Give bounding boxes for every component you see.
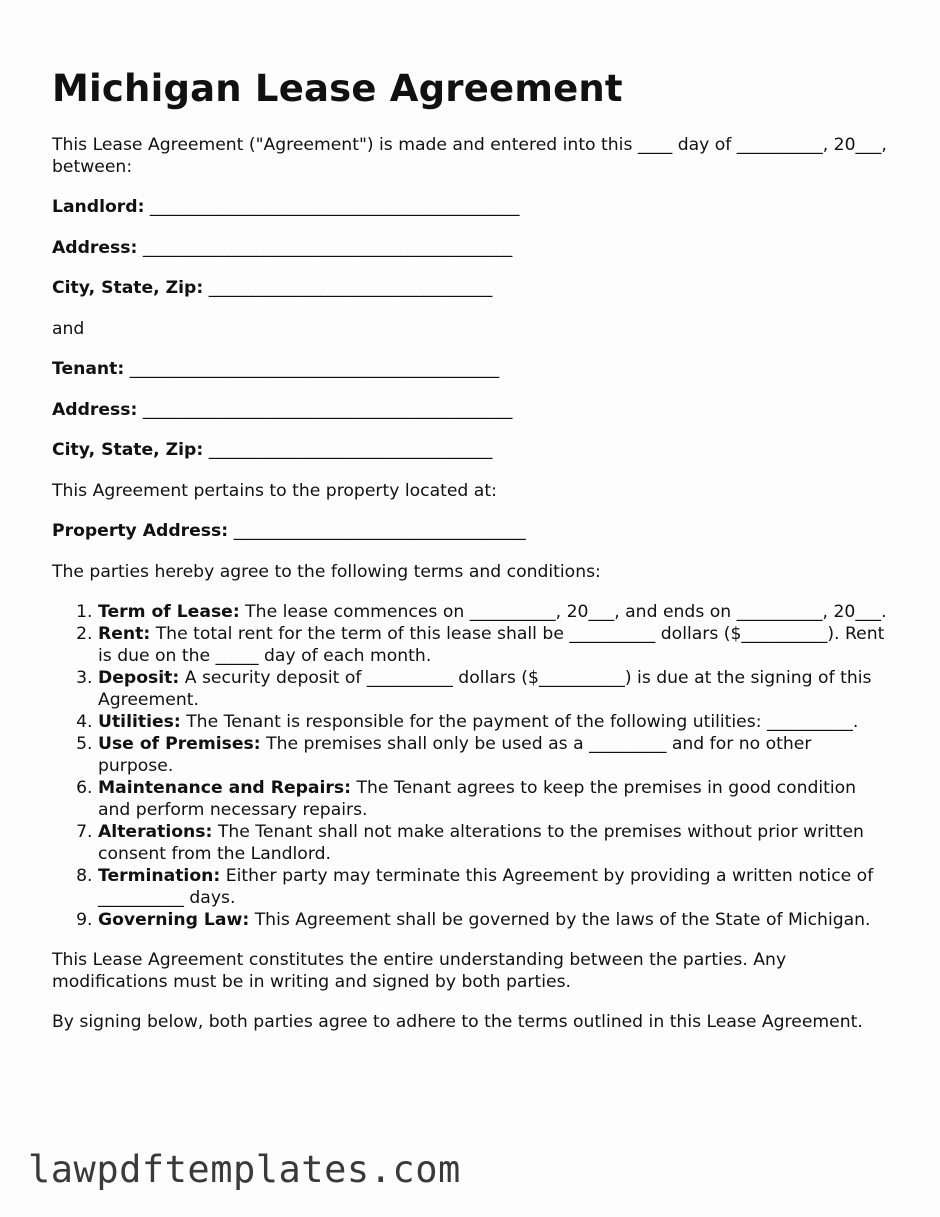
tenant-city-blank: _________________________________	[208, 440, 493, 460]
landlord-name-label: Landlord:	[52, 197, 145, 217]
lease-document	[52, 66, 892, 1051]
term-item	[98, 733, 892, 777]
term-item	[98, 667, 892, 711]
term-text: The Tenant shall not make alterations to the premises without prior written consent from the Landlord.	[98, 822, 864, 864]
term-label: Utilities:	[98, 712, 181, 732]
term-label: Deposit:	[98, 668, 180, 688]
term-item	[98, 777, 892, 821]
tenant-city-label: City, State, Zip:	[52, 440, 204, 460]
property-address-label: Property Address:	[52, 521, 229, 541]
term-item	[98, 711, 892, 733]
term-text: Either party may terminate this Agreement by providing a written notice of __________ days.	[98, 866, 874, 908]
term-text: The total rent for the term of this lease shall be __________ dollars ($__________). Rent is due on the _____ day of each month.	[98, 624, 885, 666]
term-label: Rent:	[98, 624, 151, 644]
term-text: The Tenant agrees to keep the premises in good condition and perform necessary repairs.	[98, 778, 857, 820]
term-item	[98, 601, 892, 623]
property-address-field	[52, 520, 892, 542]
landlord-address-blank: ___________________________________________	[142, 237, 513, 258]
term-label: Term of Lease:	[98, 602, 240, 622]
property-intro: This Agreement pertains to the property located at:	[52, 480, 497, 501]
tenant-name-label: Tenant:	[52, 359, 125, 379]
tenant-name-blank: ___________________________________________	[129, 359, 500, 379]
entire-agreement-paragraph: This Lease Agreement constitutes the entire understanding between the parties. Any modifications must be in writing and signed by both parties.	[52, 950, 787, 992]
property-address-blank: __________________________________	[233, 521, 526, 541]
tenant-address-blank: ___________________________________________	[142, 399, 513, 420]
term-label: Use of Premises:	[98, 734, 261, 754]
term-item	[98, 821, 892, 865]
terms-list	[52, 601, 892, 931]
watermark-text: lawpdftemplates.com	[28, 1148, 461, 1191]
intro-paragraph: This Lease Agreement ("Agreement") is made and entered into this ____ day of __________, 20___, between:	[52, 135, 887, 177]
term-item	[98, 623, 892, 667]
landlord-city-blank: _________________________________	[208, 278, 493, 298]
term-text: The lease commences on __________, 20___, and ends on __________, 20___.	[245, 602, 887, 622]
landlord-name-blank: ___________________________________________	[149, 197, 520, 217]
landlord-city-label: City, State, Zip:	[52, 278, 204, 298]
term-item	[98, 909, 892, 931]
and-text: and	[52, 318, 85, 339]
landlord-city-field	[52, 277, 892, 299]
term-label: Termination:	[98, 866, 221, 886]
terms-intro: The parties hereby agree to the following terms and conditions:	[52, 561, 601, 582]
term-item	[98, 865, 892, 909]
tenant-city-field	[52, 439, 892, 461]
landlord-address-label: Address:	[52, 237, 138, 258]
tenant-address-field	[52, 399, 892, 421]
signing-statement: By signing below, both parties agree to adhere to the terms outlined in this Lease Agreement.	[52, 1012, 863, 1032]
landlord-name-field	[52, 196, 892, 218]
tenant-name-field	[52, 358, 892, 380]
document-title: Michigan Lease Agreement	[52, 67, 623, 110]
term-text: A security deposit of __________ dollars ($__________) is due at the signing of this Agreement.	[98, 668, 872, 710]
landlord-address-field	[52, 237, 892, 259]
term-text: The Tenant is responsible for the payment of the following utilities: __________.	[186, 712, 859, 732]
term-text: This Agreement shall be governed by the laws of the State of Michigan.	[254, 910, 871, 930]
tenant-address-label: Address:	[52, 399, 138, 420]
term-label: Governing Law:	[98, 910, 250, 930]
term-label: Alterations:	[98, 822, 213, 842]
term-label: Maintenance and Repairs:	[98, 778, 351, 798]
term-text: The premises shall only be used as a _________ and for no other purpose.	[98, 734, 812, 776]
